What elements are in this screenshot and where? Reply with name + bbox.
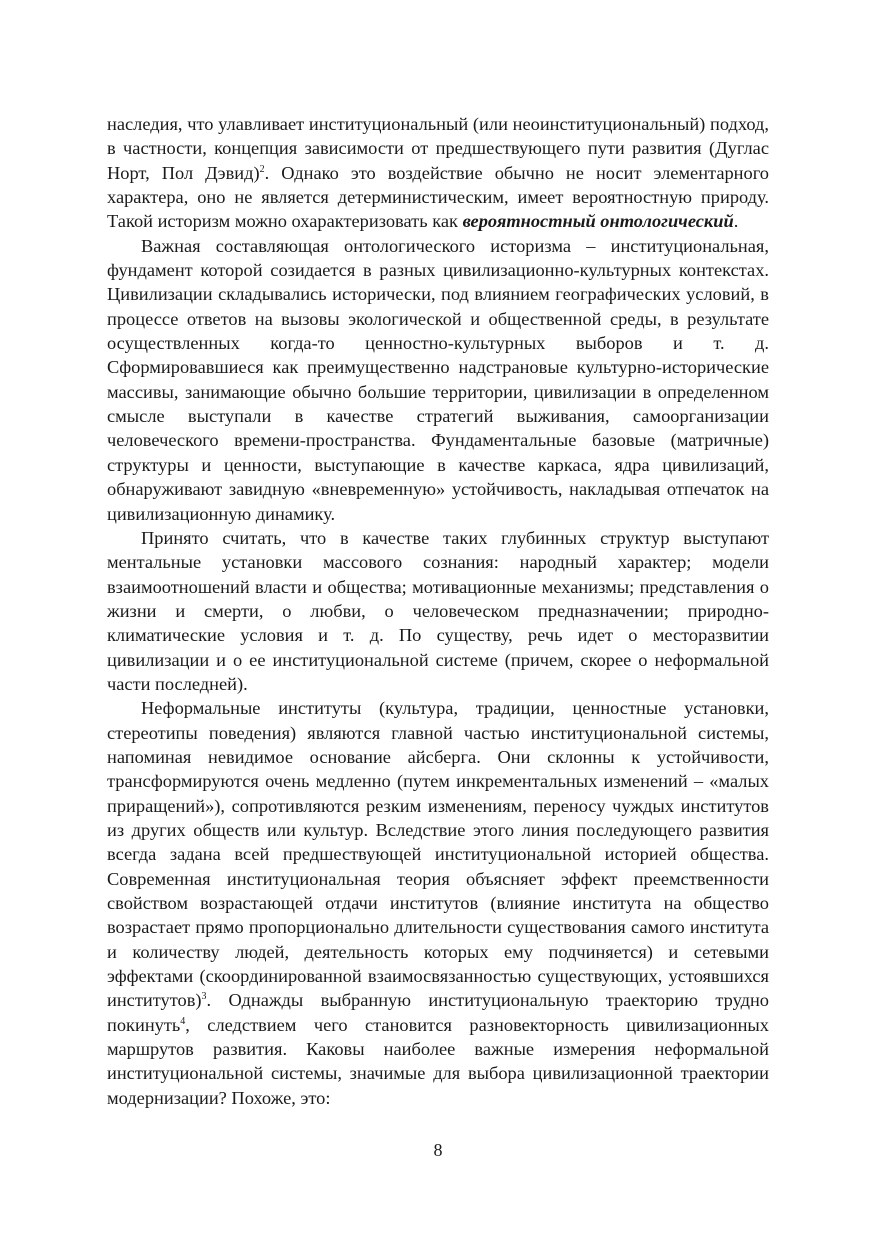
footnote-ref-3[interactable]: 3 xyxy=(201,991,207,1003)
paragraph-3 xyxy=(107,526,769,696)
paragraph-1-text-b: . Однако это воздействие обычно не носит элементарного характера, оно не является детерминистическим, имеет вероятностную природу. Такой историзм можно охарактеризовать как xyxy=(107,162,769,232)
paragraph-1-text-c: . xyxy=(733,211,739,232)
paragraph-2-text: Важная составляющая онтологического историзма – институциональная, фундамент которой созидается в разных цивилизационно-культурных контекстах. Цивилизации складывались исторически, под влиянием географических условий, в процессе ответов на вызовы экологической и общественной среды, в результате осуществленных когда-то ценностно-культурных выборов и т. д. Сформировавшиеся как преимущественно надстрановые культурно-исторические массивы, занимающие обычно большие территории, цивилизации в определенном смысле выступали в качестве стратегий выживания, самоорганизации человеческого времени-пространства. Фундаментальные базовые (матричные) структуры и ценности, выступающие в качестве каркаса, ядра цивилизаций, обнаруживают завидную «вневременную» устойчивость, накладывая отпечаток на цивилизационную динамику. xyxy=(107,235,769,524)
footnote-ref-4[interactable]: 4 xyxy=(180,1015,186,1027)
page-number: 8 xyxy=(433,1140,443,1160)
paragraph-4-text-c: , следствием чего становится разновекторность цивилизационных маршрутов развития. Каковы наиболее важные измерения неформальной институциональной системы, значимые для выбора цивилизационной траектории модернизации? Похоже, это: xyxy=(107,1014,769,1108)
emphasized-term: вероятностный онтологический xyxy=(462,211,734,232)
page-body xyxy=(107,112,769,1110)
paragraph-4-text-a: Неформальные институты (культура, традиции, ценностные установки, стереотипы поведения) являются главной частью институциональной системы, напоминая невидимое основание айсберга. Они склонны к устойчивости, трансформируются очень медленно (путем инкрементальных изменений – «малых приращений»), сопротивляются резким изменениям, переносу чуждых институтов из других обществ или культур. Вследствие этого линия последующего развития всегда задана всей предшествующей институциональной историей общества. Современная институциональная теория объясняет эффект преемственности свойством возрастающей отдачи институтов (влияние института на общество возрастает прямо пропорционально длительности существования самого института и количеству людей, деятельность которых ему подчиняется) и сетевыми эффектами (скоординированной взаимосвязанностью существующих, устоявшихся институтов) xyxy=(107,698,769,1011)
paragraph-1 xyxy=(107,112,769,234)
paragraph-3-text: Принято считать, что в качестве таких глубинных структур выступают ментальные установки массового сознания: народный характер; модели взаимоотношений власти и общества; мотивационные механизмы; представления о жизни и смерти, о любви, о человеческом предназначении; природно-климатические условия и т. д. По существу, речь идет о месторазвитии цивилизации и о ее институциональной системе (причем, скорее о неформальной части последней). xyxy=(107,527,769,694)
paragraph-4-text-b: . Однажды выбранную институциональную траекторию трудно покинуть xyxy=(107,990,769,1035)
paragraph-4 xyxy=(107,696,769,1110)
paragraph-1-text-a: наследия, что улавливает институциональный (или неоинституциональный) подход, в частности, концепция зависимости от предшествующего пути развития (Дуглас Норт, Пол Дэвид) xyxy=(107,114,769,183)
footnote-ref-2[interactable]: 2 xyxy=(259,163,265,175)
paragraph-2 xyxy=(107,234,769,526)
